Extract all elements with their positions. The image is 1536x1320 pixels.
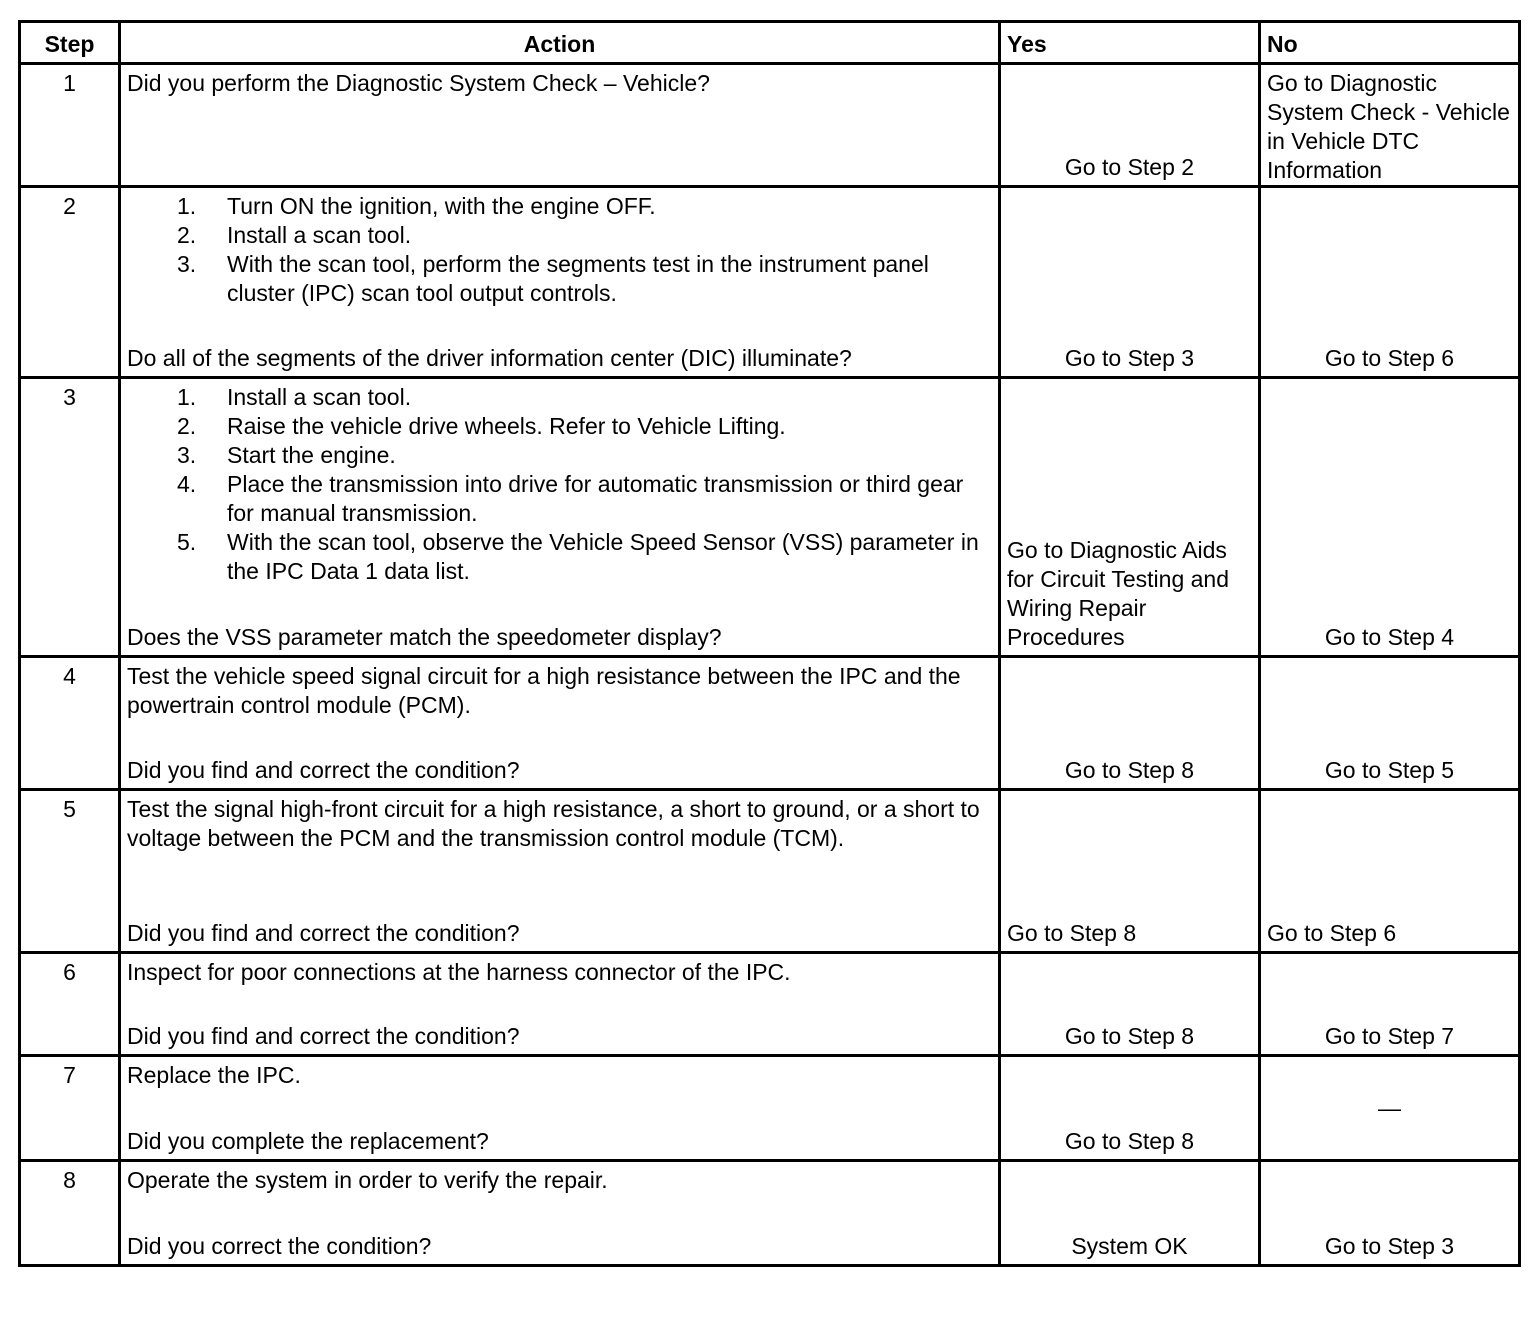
list-item-text: Install a scan tool.	[227, 384, 412, 410]
list-item-number: 5.	[177, 529, 197, 555]
no-result-cell	[1260, 1161, 1520, 1266]
step-number: 6	[20, 953, 120, 1056]
action-text: Test the vehicle speed signal circuit for a high resistance between the IPC and the powertrain control module (PCM).	[127, 663, 961, 718]
table-body	[20, 64, 1520, 1266]
no-result-cell	[1260, 1056, 1520, 1161]
action-cell	[120, 378, 1000, 657]
step-number: 4	[20, 657, 120, 790]
table-row	[20, 1161, 1520, 1266]
action-text: Operate the system in order to verify the repair.	[127, 1167, 608, 1193]
no-result-cell	[1260, 657, 1520, 790]
action-steps-list	[127, 383, 992, 586]
yes-result-cell	[1000, 187, 1260, 378]
action-question: Did you correct the condition?	[127, 1233, 432, 1259]
list-item	[177, 221, 992, 250]
list-item-text: Raise the vehicle drive wheels. Refer to Vehicle Lifting.	[227, 413, 786, 439]
action-cell	[120, 187, 1000, 378]
table-row	[20, 378, 1520, 657]
list-item	[177, 383, 992, 412]
table-row	[20, 64, 1520, 187]
action-question: Does the VSS parameter match the speedometer display?	[127, 624, 722, 650]
no-result: Go to Step 7	[1324, 1023, 1455, 1049]
action-text: Replace the IPC.	[127, 1062, 301, 1088]
no-result-cell	[1260, 187, 1520, 378]
list-item	[177, 528, 992, 586]
list-item-number: 2.	[177, 413, 197, 439]
no-result: Go to Step 3	[1324, 1233, 1455, 1259]
diagnostic-table	[18, 20, 1521, 1267]
list-item	[177, 250, 992, 308]
action-cell	[120, 1056, 1000, 1161]
table-row	[20, 790, 1520, 953]
table-row	[20, 953, 1520, 1056]
action-steps-list	[127, 192, 992, 308]
yes-result: Go to Diagnostic Aids for Circuit Testing and Wiring Repair Procedures	[1007, 537, 1230, 650]
no-result-cell	[1260, 64, 1520, 187]
header-step: Step	[20, 22, 120, 64]
list-item-text: Turn ON the ignition, with the engine OFF.	[227, 193, 656, 219]
step-number: 8	[20, 1161, 120, 1266]
yes-result-cell	[1000, 64, 1260, 187]
list-item-text: With the scan tool, observe the Vehicle Speed Sensor (VSS) parameter in the IPC Data 1 data list.	[227, 529, 979, 584]
no-result: Go to Step 6	[1267, 920, 1397, 946]
no-result: Go to Diagnostic System Check - Vehicle in Vehicle DTC Information	[1267, 70, 1510, 183]
yes-result: Go to Step 8	[1064, 1023, 1195, 1049]
step-number: 2	[20, 187, 120, 378]
list-item-number: 4.	[177, 471, 197, 497]
action-cell	[120, 657, 1000, 790]
step-number: 5	[20, 790, 120, 953]
header-action: Action	[120, 22, 1000, 64]
list-item	[177, 412, 992, 441]
list-item-number: 3.	[177, 442, 197, 468]
header-yes: Yes	[1000, 22, 1260, 64]
action-question: Did you find and correct the condition?	[127, 920, 520, 946]
yes-result-cell	[1000, 790, 1260, 953]
no-result: Go to Step 6	[1324, 345, 1455, 371]
action-cell	[120, 64, 1000, 187]
yes-result-cell	[1000, 378, 1260, 657]
list-item-text: Start the engine.	[227, 442, 396, 468]
yes-result-cell	[1000, 657, 1260, 790]
yes-result: Go to Step 8	[1007, 920, 1137, 946]
list-item-number: 1.	[177, 384, 197, 410]
action-cell	[120, 1161, 1000, 1266]
header-no: No	[1260, 22, 1520, 64]
action-text: Inspect for poor connections at the harness connector of the IPC.	[127, 959, 791, 985]
action-text: Test the signal high-front circuit for a high resistance, a short to ground, or a short to voltage between the PCM and the transmission control module (TCM).	[127, 796, 980, 851]
yes-result: Go to Step 3	[1064, 345, 1195, 371]
action-text: Did you perform the Diagnostic System Check – Vehicle?	[127, 70, 710, 96]
yes-result-cell	[1000, 953, 1260, 1056]
yes-result: Go to Step 8	[1064, 757, 1195, 783]
yes-result: System OK	[1071, 1233, 1188, 1259]
table-row	[20, 657, 1520, 790]
action-question: Did you find and correct the condition?	[127, 757, 520, 783]
yes-result-cell	[1000, 1056, 1260, 1161]
yes-result: Go to Step 8	[1064, 1128, 1195, 1154]
list-item	[177, 470, 992, 528]
yes-result-cell	[1000, 1161, 1260, 1266]
no-result: —	[1378, 1095, 1401, 1121]
step-number: 1	[20, 64, 120, 187]
list-item-number: 1.	[177, 193, 197, 219]
action-question: Did you find and correct the condition?	[127, 1023, 520, 1049]
table-row	[20, 1056, 1520, 1161]
no-result-cell	[1260, 953, 1520, 1056]
table-row	[20, 187, 1520, 378]
header-row	[20, 22, 1520, 64]
yes-result: Go to Step 2	[1064, 154, 1195, 180]
no-result: Go to Step 5	[1324, 757, 1455, 783]
step-number: 7	[20, 1056, 120, 1161]
list-item-text: Install a scan tool.	[227, 222, 412, 248]
action-cell	[120, 790, 1000, 953]
list-item-number: 2.	[177, 222, 197, 248]
list-item-text: With the scan tool, perform the segments test in the instrument panel cluster (IPC) scan tool output controls.	[227, 251, 929, 306]
action-question: Do all of the segments of the driver information center (DIC) illuminate?	[127, 345, 852, 371]
action-question: Did you complete the replacement?	[127, 1128, 489, 1154]
no-result-cell	[1260, 790, 1520, 953]
action-cell	[120, 953, 1000, 1056]
step-number: 3	[20, 378, 120, 657]
list-item-number: 3.	[177, 251, 197, 277]
no-result: Go to Step 4	[1324, 624, 1455, 650]
list-item-text: Place the transmission into drive for automatic transmission or third gear for manual transmission.	[227, 471, 964, 526]
list-item	[177, 192, 992, 221]
list-item	[177, 441, 992, 470]
no-result-cell	[1260, 378, 1520, 657]
